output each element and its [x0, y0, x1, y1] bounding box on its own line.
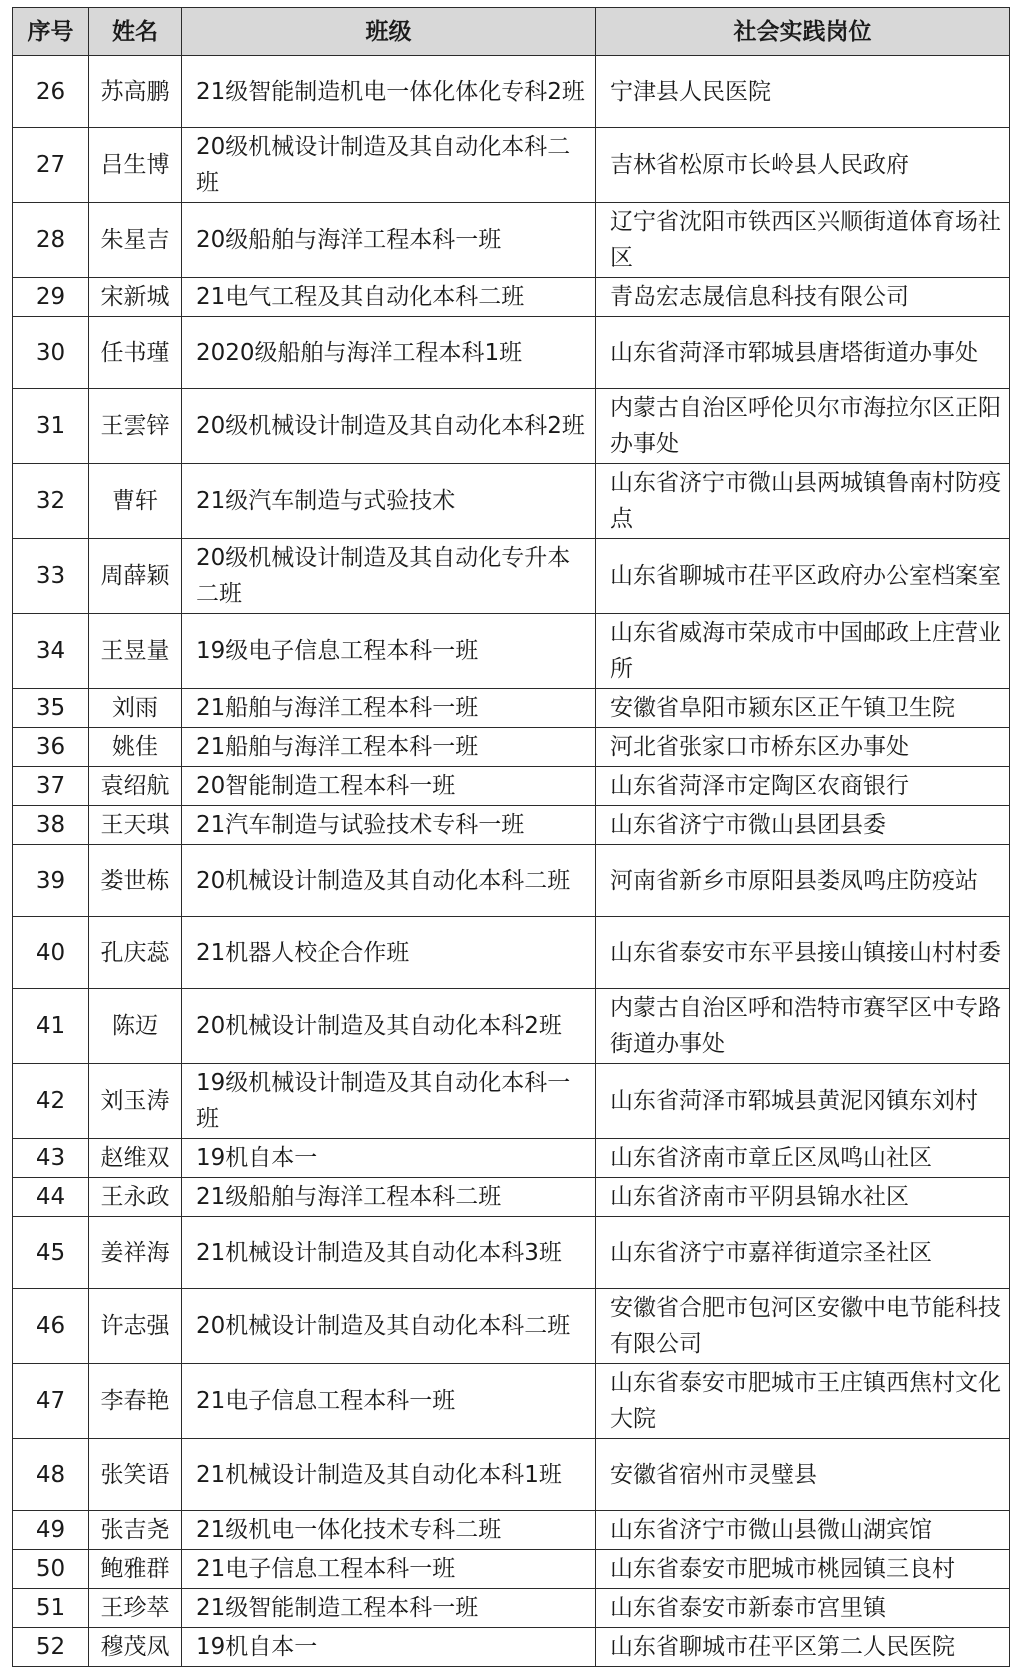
column-header-name: 姓名: [89, 8, 182, 56]
column-header-class: 班级: [182, 8, 596, 56]
table-row: [13, 845, 1010, 917]
cell-name: 李春艳: [89, 1364, 182, 1439]
cell-class: 21级智能制造工程本科一班: [182, 1589, 596, 1628]
cell-post: 山东省泰安市肥城市王庄镇西焦村文化大院: [596, 1364, 1010, 1439]
cell-class: 20机械设计制造及其自动化本科二班: [182, 845, 596, 917]
cell-name: 王永政: [89, 1178, 182, 1217]
cell-number: 42: [13, 1064, 89, 1139]
cell-name: 王昱量: [89, 614, 182, 689]
cell-post: 山东省泰安市肥城市桃园镇三良村: [596, 1550, 1010, 1589]
column-header-number: 序号: [13, 8, 89, 56]
cell-post: 内蒙古自治区呼和浩特市赛罕区中专路街道办事处: [596, 989, 1010, 1064]
cell-post: 山东省济南市平阴县锦水社区: [596, 1178, 1010, 1217]
cell-class: 21电子信息工程本科一班: [182, 1364, 596, 1439]
cell-class: 21机械设计制造及其自动化本科3班: [182, 1217, 596, 1289]
cell-post: 安徽省合肥市包河区安徽中电节能科技有限公司: [596, 1289, 1010, 1364]
table-row: [13, 728, 1010, 767]
cell-name: 姜祥海: [89, 1217, 182, 1289]
cell-name: 朱星吉: [89, 203, 182, 278]
table-row: [13, 128, 1010, 203]
cell-number: 34: [13, 614, 89, 689]
cell-class: 21级汽车制造与式验技术: [182, 464, 596, 539]
cell-number: 26: [13, 56, 89, 128]
cell-class: 20级机械设计制造及其自动化专升本二班: [182, 539, 596, 614]
table-row: [13, 614, 1010, 689]
cell-class: 19级机械设计制造及其自动化本科一班: [182, 1064, 596, 1139]
cell-name: 曹轩: [89, 464, 182, 539]
table-row: [13, 1289, 1010, 1364]
table-body: [13, 56, 1010, 1667]
cell-number: 31: [13, 389, 89, 464]
cell-name: 刘雨: [89, 689, 182, 728]
practice-roster-table: [12, 7, 1010, 1667]
cell-post: 山东省菏泽市定陶区农商银行: [596, 767, 1010, 806]
cell-class: 21汽车制造与试验技术专科一班: [182, 806, 596, 845]
cell-number: 46: [13, 1289, 89, 1364]
cell-number: 32: [13, 464, 89, 539]
cell-name: 姚佳: [89, 728, 182, 767]
cell-class: 2020级船舶与海洋工程本科1班: [182, 317, 596, 389]
cell-class: 21电子信息工程本科一班: [182, 1550, 596, 1589]
cell-number: 39: [13, 845, 89, 917]
cell-post: 山东省济宁市微山县团县委: [596, 806, 1010, 845]
cell-class: 21船舶与海洋工程本科一班: [182, 689, 596, 728]
cell-post: 山东省济宁市微山县微山湖宾馆: [596, 1511, 1010, 1550]
table-row: [13, 767, 1010, 806]
cell-class: 21级智能制造机电一体化体化专科2班: [182, 56, 596, 128]
cell-number: 36: [13, 728, 89, 767]
cell-name: 王雲锌: [89, 389, 182, 464]
cell-number: 38: [13, 806, 89, 845]
cell-name: 周薛颖: [89, 539, 182, 614]
cell-number: 37: [13, 767, 89, 806]
cell-number: 52: [13, 1628, 89, 1667]
cell-post: 山东省菏泽市郓城县黄泥冈镇东刘村: [596, 1064, 1010, 1139]
cell-name: 赵维双: [89, 1139, 182, 1178]
table-header: [13, 8, 1010, 56]
table-row: [13, 689, 1010, 728]
cell-class: 20机械设计制造及其自动化本科二班: [182, 1289, 596, 1364]
table-row: [13, 389, 1010, 464]
table-row: [13, 917, 1010, 989]
cell-post: 山东省聊城市茌平区政府办公室档案室: [596, 539, 1010, 614]
cell-name: 宋新城: [89, 278, 182, 317]
cell-name: 鲍雅群: [89, 1550, 182, 1589]
cell-post: 山东省泰安市新泰市宫里镇: [596, 1589, 1010, 1628]
cell-name: 孔庆蕊: [89, 917, 182, 989]
cell-name: 娄世栋: [89, 845, 182, 917]
cell-class: 20智能制造工程本科一班: [182, 767, 596, 806]
cell-class: 19机自本一: [182, 1628, 596, 1667]
cell-post: 山东省泰安市东平县接山镇接山村村委: [596, 917, 1010, 989]
cell-name: 王天琪: [89, 806, 182, 845]
cell-class: 21电气工程及其自动化本科二班: [182, 278, 596, 317]
table-row: [13, 1064, 1010, 1139]
cell-class: 21机器人校企合作班: [182, 917, 596, 989]
cell-post: 宁津县人民医院: [596, 56, 1010, 128]
cell-number: 40: [13, 917, 89, 989]
cell-number: 28: [13, 203, 89, 278]
cell-number: 41: [13, 989, 89, 1064]
cell-post: 山东省菏泽市郓城县唐塔街道办事处: [596, 317, 1010, 389]
column-header-post: 社会实践岗位: [596, 8, 1010, 56]
table-row: [13, 1139, 1010, 1178]
cell-post: 青岛宏志晟信息科技有限公司: [596, 278, 1010, 317]
cell-name: 任书瑾: [89, 317, 182, 389]
cell-number: 29: [13, 278, 89, 317]
cell-post: 山东省济宁市嘉祥街道宗圣社区: [596, 1217, 1010, 1289]
table-row: [13, 989, 1010, 1064]
table-row: [13, 56, 1010, 128]
cell-name: 张吉尧: [89, 1511, 182, 1550]
cell-class: 21级机电一体化技术专科二班: [182, 1511, 596, 1550]
table-row: [13, 317, 1010, 389]
table-row: [13, 539, 1010, 614]
cell-name: 王珍萃: [89, 1589, 182, 1628]
cell-class: 19级电子信息工程本科一班: [182, 614, 596, 689]
table-row: [13, 464, 1010, 539]
table-row: [13, 1178, 1010, 1217]
table-row: [13, 1550, 1010, 1589]
cell-class: 20级机械设计制造及其自动化本科二班: [182, 128, 596, 203]
table-row: [13, 1511, 1010, 1550]
cell-class: 19机自本一: [182, 1139, 596, 1178]
table-row: [13, 1589, 1010, 1628]
cell-number: 49: [13, 1511, 89, 1550]
cell-post: 辽宁省沈阳市铁西区兴顺街道体育场社区: [596, 203, 1010, 278]
cell-number: 51: [13, 1589, 89, 1628]
cell-post: 内蒙古自治区呼伦贝尔市海拉尔区正阳办事处: [596, 389, 1010, 464]
cell-name: 穆茂凤: [89, 1628, 182, 1667]
cell-post: 山东省聊城市茌平区第二人民医院: [596, 1628, 1010, 1667]
cell-name: 吕生博: [89, 128, 182, 203]
cell-class: 21级船舶与海洋工程本科二班: [182, 1178, 596, 1217]
table-row: [13, 278, 1010, 317]
table-row: [13, 1439, 1010, 1511]
cell-name: 刘玉涛: [89, 1064, 182, 1139]
cell-post: 山东省济南市章丘区凤鸣山社区: [596, 1139, 1010, 1178]
cell-number: 43: [13, 1139, 89, 1178]
cell-post: 河北省张家口市桥东区办事处: [596, 728, 1010, 767]
cell-post: 安徽省阜阳市颍东区正午镇卫生院: [596, 689, 1010, 728]
cell-class: 21船舶与海洋工程本科一班: [182, 728, 596, 767]
cell-number: 35: [13, 689, 89, 728]
cell-class: 20级机械设计制造及其自动化本科2班: [182, 389, 596, 464]
cell-post: 吉林省松原市长岭县人民政府: [596, 128, 1010, 203]
cell-name: 苏高鹏: [89, 56, 182, 128]
cell-name: 袁绍航: [89, 767, 182, 806]
cell-number: 45: [13, 1217, 89, 1289]
table-row: [13, 1628, 1010, 1667]
cell-post: 山东省威海市荣成市中国邮政上庄营业所: [596, 614, 1010, 689]
table-row: [13, 1364, 1010, 1439]
cell-name: 陈迈: [89, 989, 182, 1064]
cell-number: 44: [13, 1178, 89, 1217]
table-row: [13, 806, 1010, 845]
cell-number: 48: [13, 1439, 89, 1511]
cell-post: 安徽省宿州市灵璧县: [596, 1439, 1010, 1511]
cell-post: 山东省济宁市微山县两城镇鲁南村防疫点: [596, 464, 1010, 539]
cell-class: 21机械设计制造及其自动化本科1班: [182, 1439, 596, 1511]
cell-post: 河南省新乡市原阳县娄凤鸣庄防疫站: [596, 845, 1010, 917]
cell-number: 33: [13, 539, 89, 614]
cell-class: 20级船舶与海洋工程本科一班: [182, 203, 596, 278]
cell-number: 47: [13, 1364, 89, 1439]
header-row: [13, 8, 1010, 56]
cell-class: 20机械设计制造及其自动化本科2班: [182, 989, 596, 1064]
cell-number: 27: [13, 128, 89, 203]
table-row: [13, 1217, 1010, 1289]
cell-number: 50: [13, 1550, 89, 1589]
cell-name: 许志强: [89, 1289, 182, 1364]
table-row: [13, 203, 1010, 278]
cell-number: 30: [13, 317, 89, 389]
cell-name: 张笑语: [89, 1439, 182, 1511]
